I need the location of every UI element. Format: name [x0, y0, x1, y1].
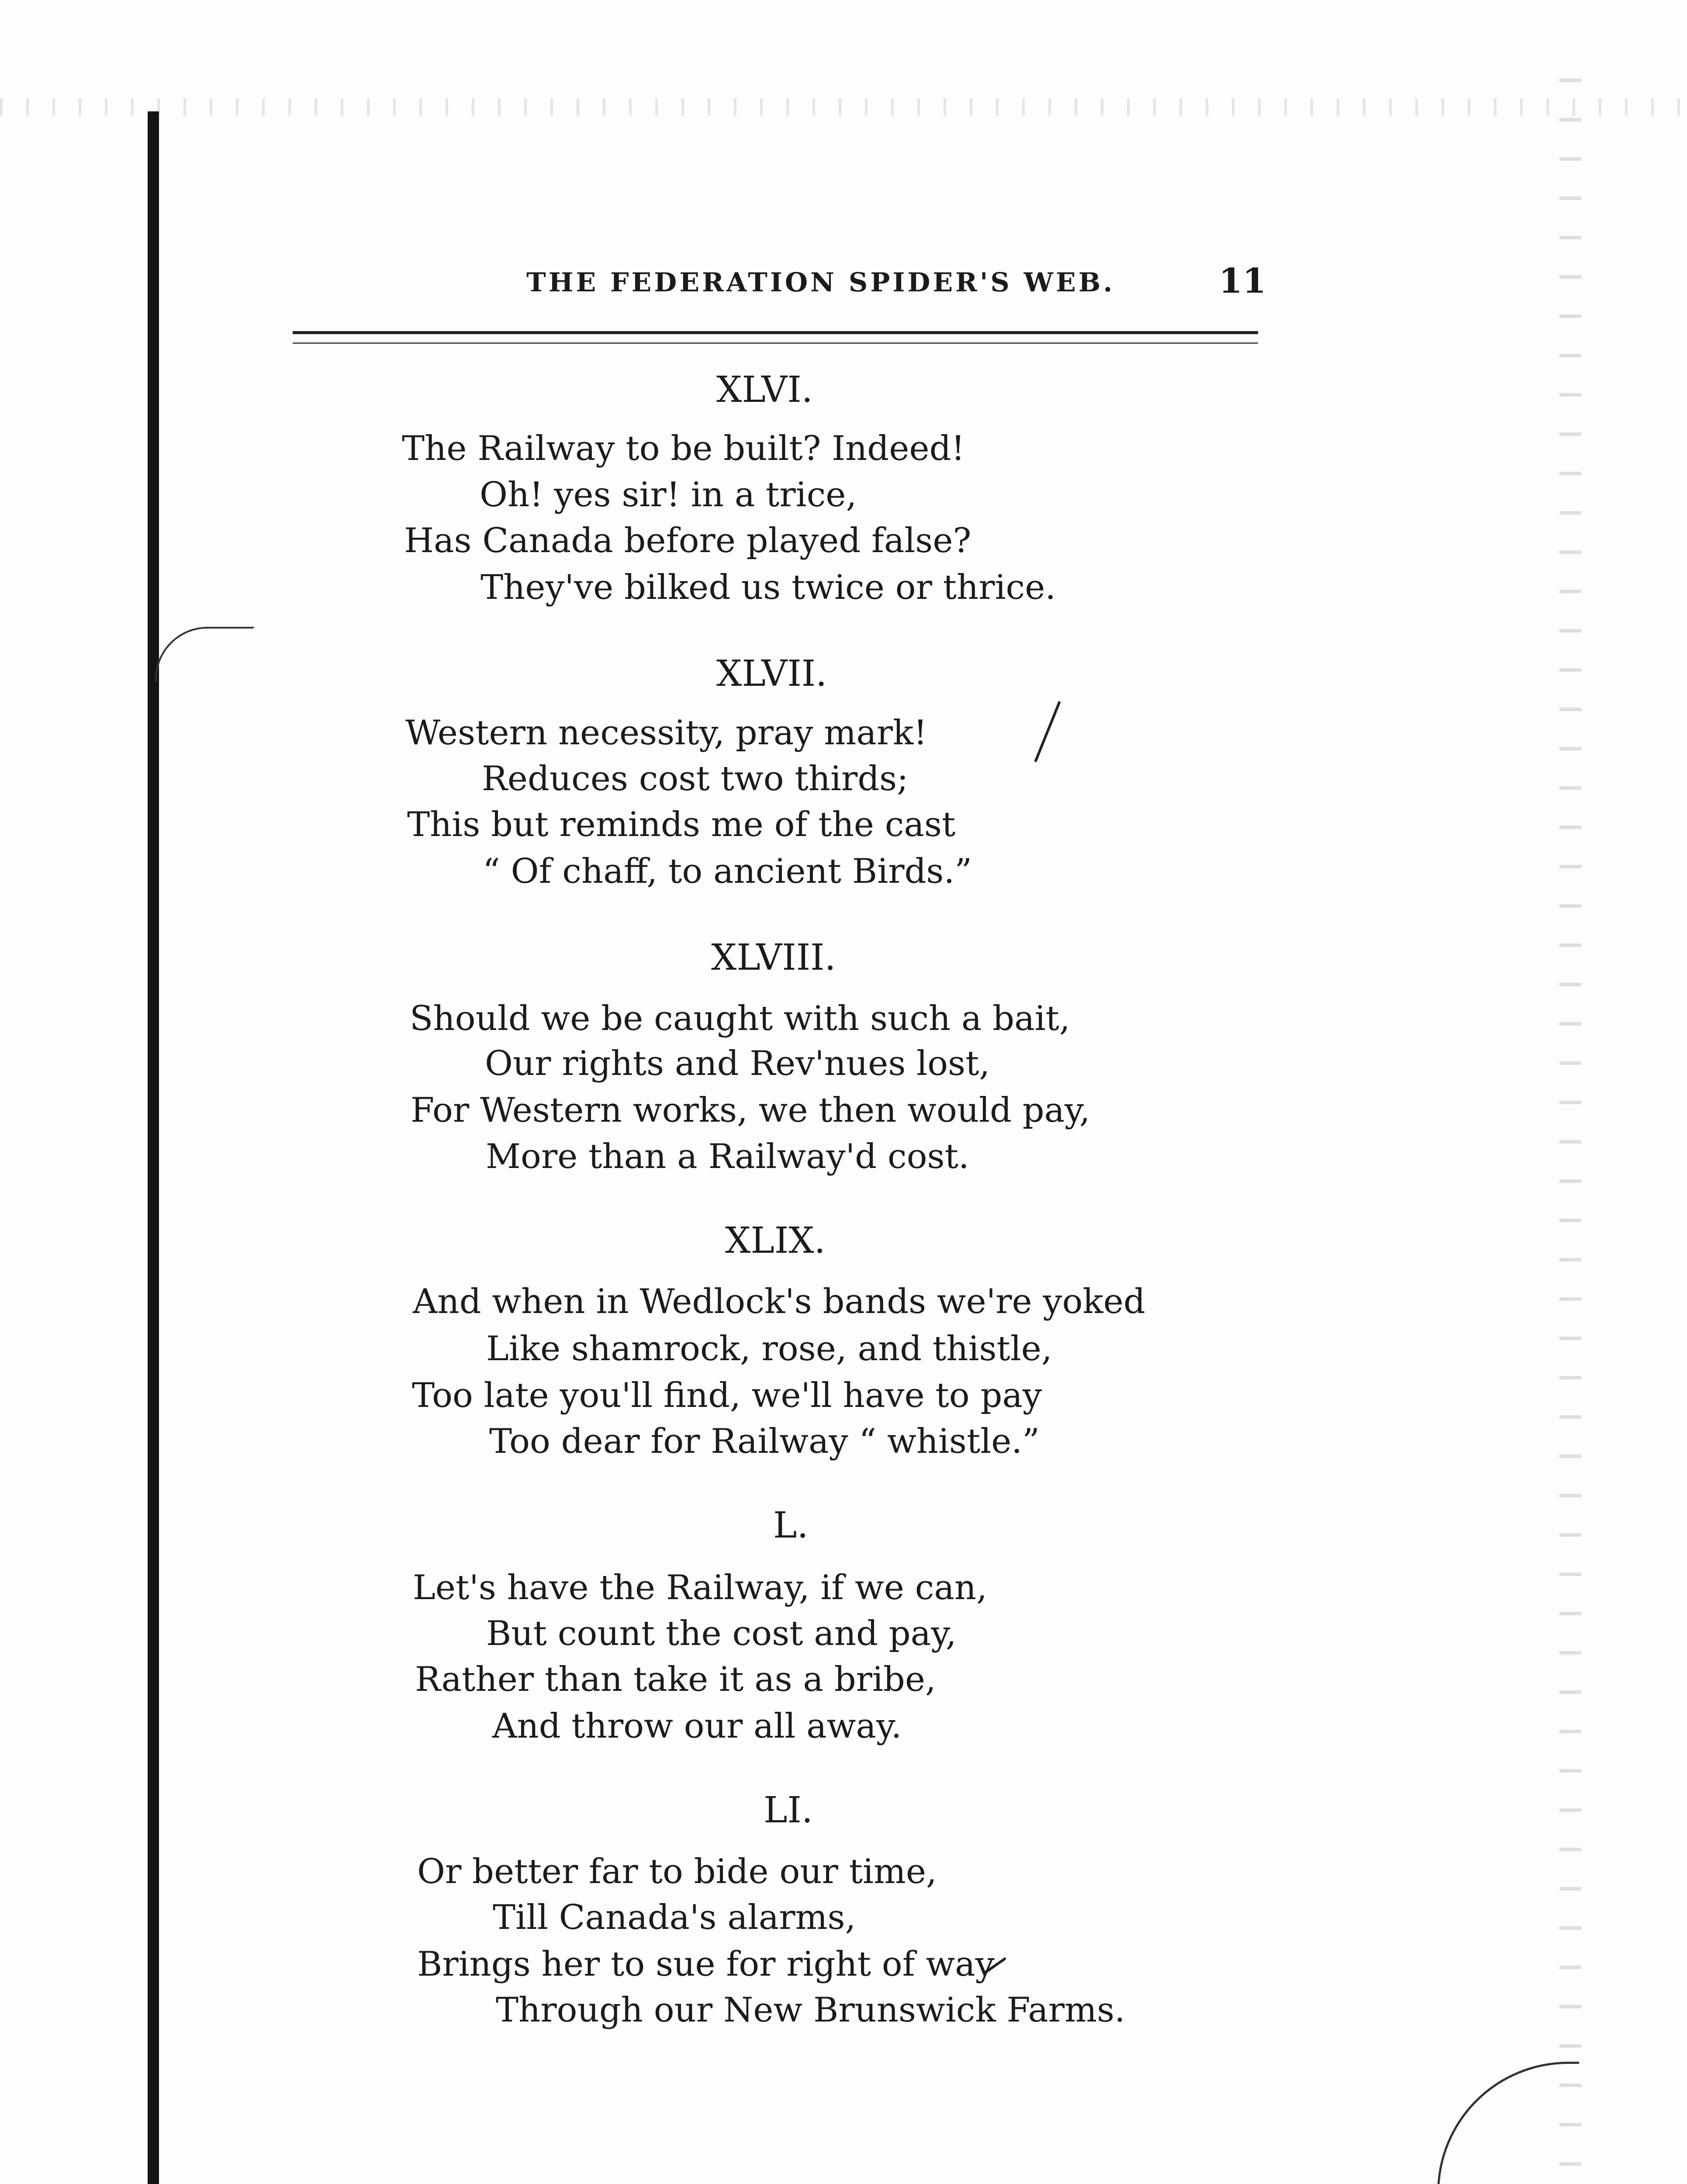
page-edge-shadow: [1559, 79, 1581, 2184]
verse-line: Has Canada before played false?: [404, 521, 971, 560]
verse-line: Through our New Brunswick Farms.: [496, 1990, 1125, 2030]
header-rule: [293, 331, 1258, 334]
verse-line: Like shamrock, rose, and thistle,: [486, 1329, 1052, 1368]
verse-line: Till Canada's alarms,: [493, 1898, 856, 1937]
verse-line: Too late you'll find, we'll have to pay: [412, 1376, 1042, 1415]
verse-line: Rather than take it as a bribe,: [415, 1660, 936, 1699]
verse-line: Western necessity, pray mark!: [405, 713, 927, 753]
header-rule-thin: [293, 342, 1258, 344]
scan-noise-top: [0, 98, 1687, 116]
stanza-number: XLVI.: [716, 369, 813, 411]
verse-line: More than a Railway'd cost.: [486, 1137, 969, 1176]
pencil-tick-mark: [1034, 701, 1061, 762]
verse-line: They've bilked us twice or thrice.: [481, 568, 1056, 607]
verse-line: Reduces cost two thirds;: [482, 759, 909, 798]
verse-line: Or better far to bide our time,: [417, 1852, 937, 1891]
verse-line: This but reminds me of the cast: [407, 805, 956, 844]
verse-line: And when in Wedlock's bands we're yoked: [413, 1282, 1145, 1321]
verse-line: Brings her to sue for right of way: [417, 1945, 995, 1984]
stanza-number: XLIX.: [725, 1220, 826, 1261]
verse-line: Let's have the Railway, if we can,: [413, 1568, 987, 1607]
stanza-number: L.: [773, 1505, 809, 1546]
verse-line: Too dear for Railway “ whistle.”: [489, 1422, 1040, 1461]
verse-line: And throw our all away.: [492, 1707, 902, 1746]
margin-bracket-mark: [155, 627, 255, 683]
verse-line: “ Of chaff, to ancient Birds.”: [483, 852, 972, 891]
stanza-number: XLVII.: [716, 653, 827, 695]
verse-line: For Western works, we then would pay,: [411, 1091, 1090, 1130]
page-corner-curl: [1437, 2062, 1579, 2184]
stanza-number: LI.: [764, 1790, 813, 1831]
page-number: 11: [1219, 261, 1266, 301]
verse-line: Oh! yes sir! in a trice,: [480, 475, 857, 515]
verse-line: The Railway to be built? Indeed!: [402, 429, 965, 468]
stanza-number: XLVIII.: [711, 937, 836, 978]
verse-line: Should we be caught with such a bait,: [410, 999, 1070, 1038]
verse-line: But count the cost and pay,: [486, 1614, 957, 1653]
running-title: THE FEDERATION SPIDER'S WEB.: [526, 267, 1115, 298]
binding-rule: [148, 111, 159, 2184]
verse-line: Our rights and Rev'nues lost,: [485, 1044, 990, 1083]
